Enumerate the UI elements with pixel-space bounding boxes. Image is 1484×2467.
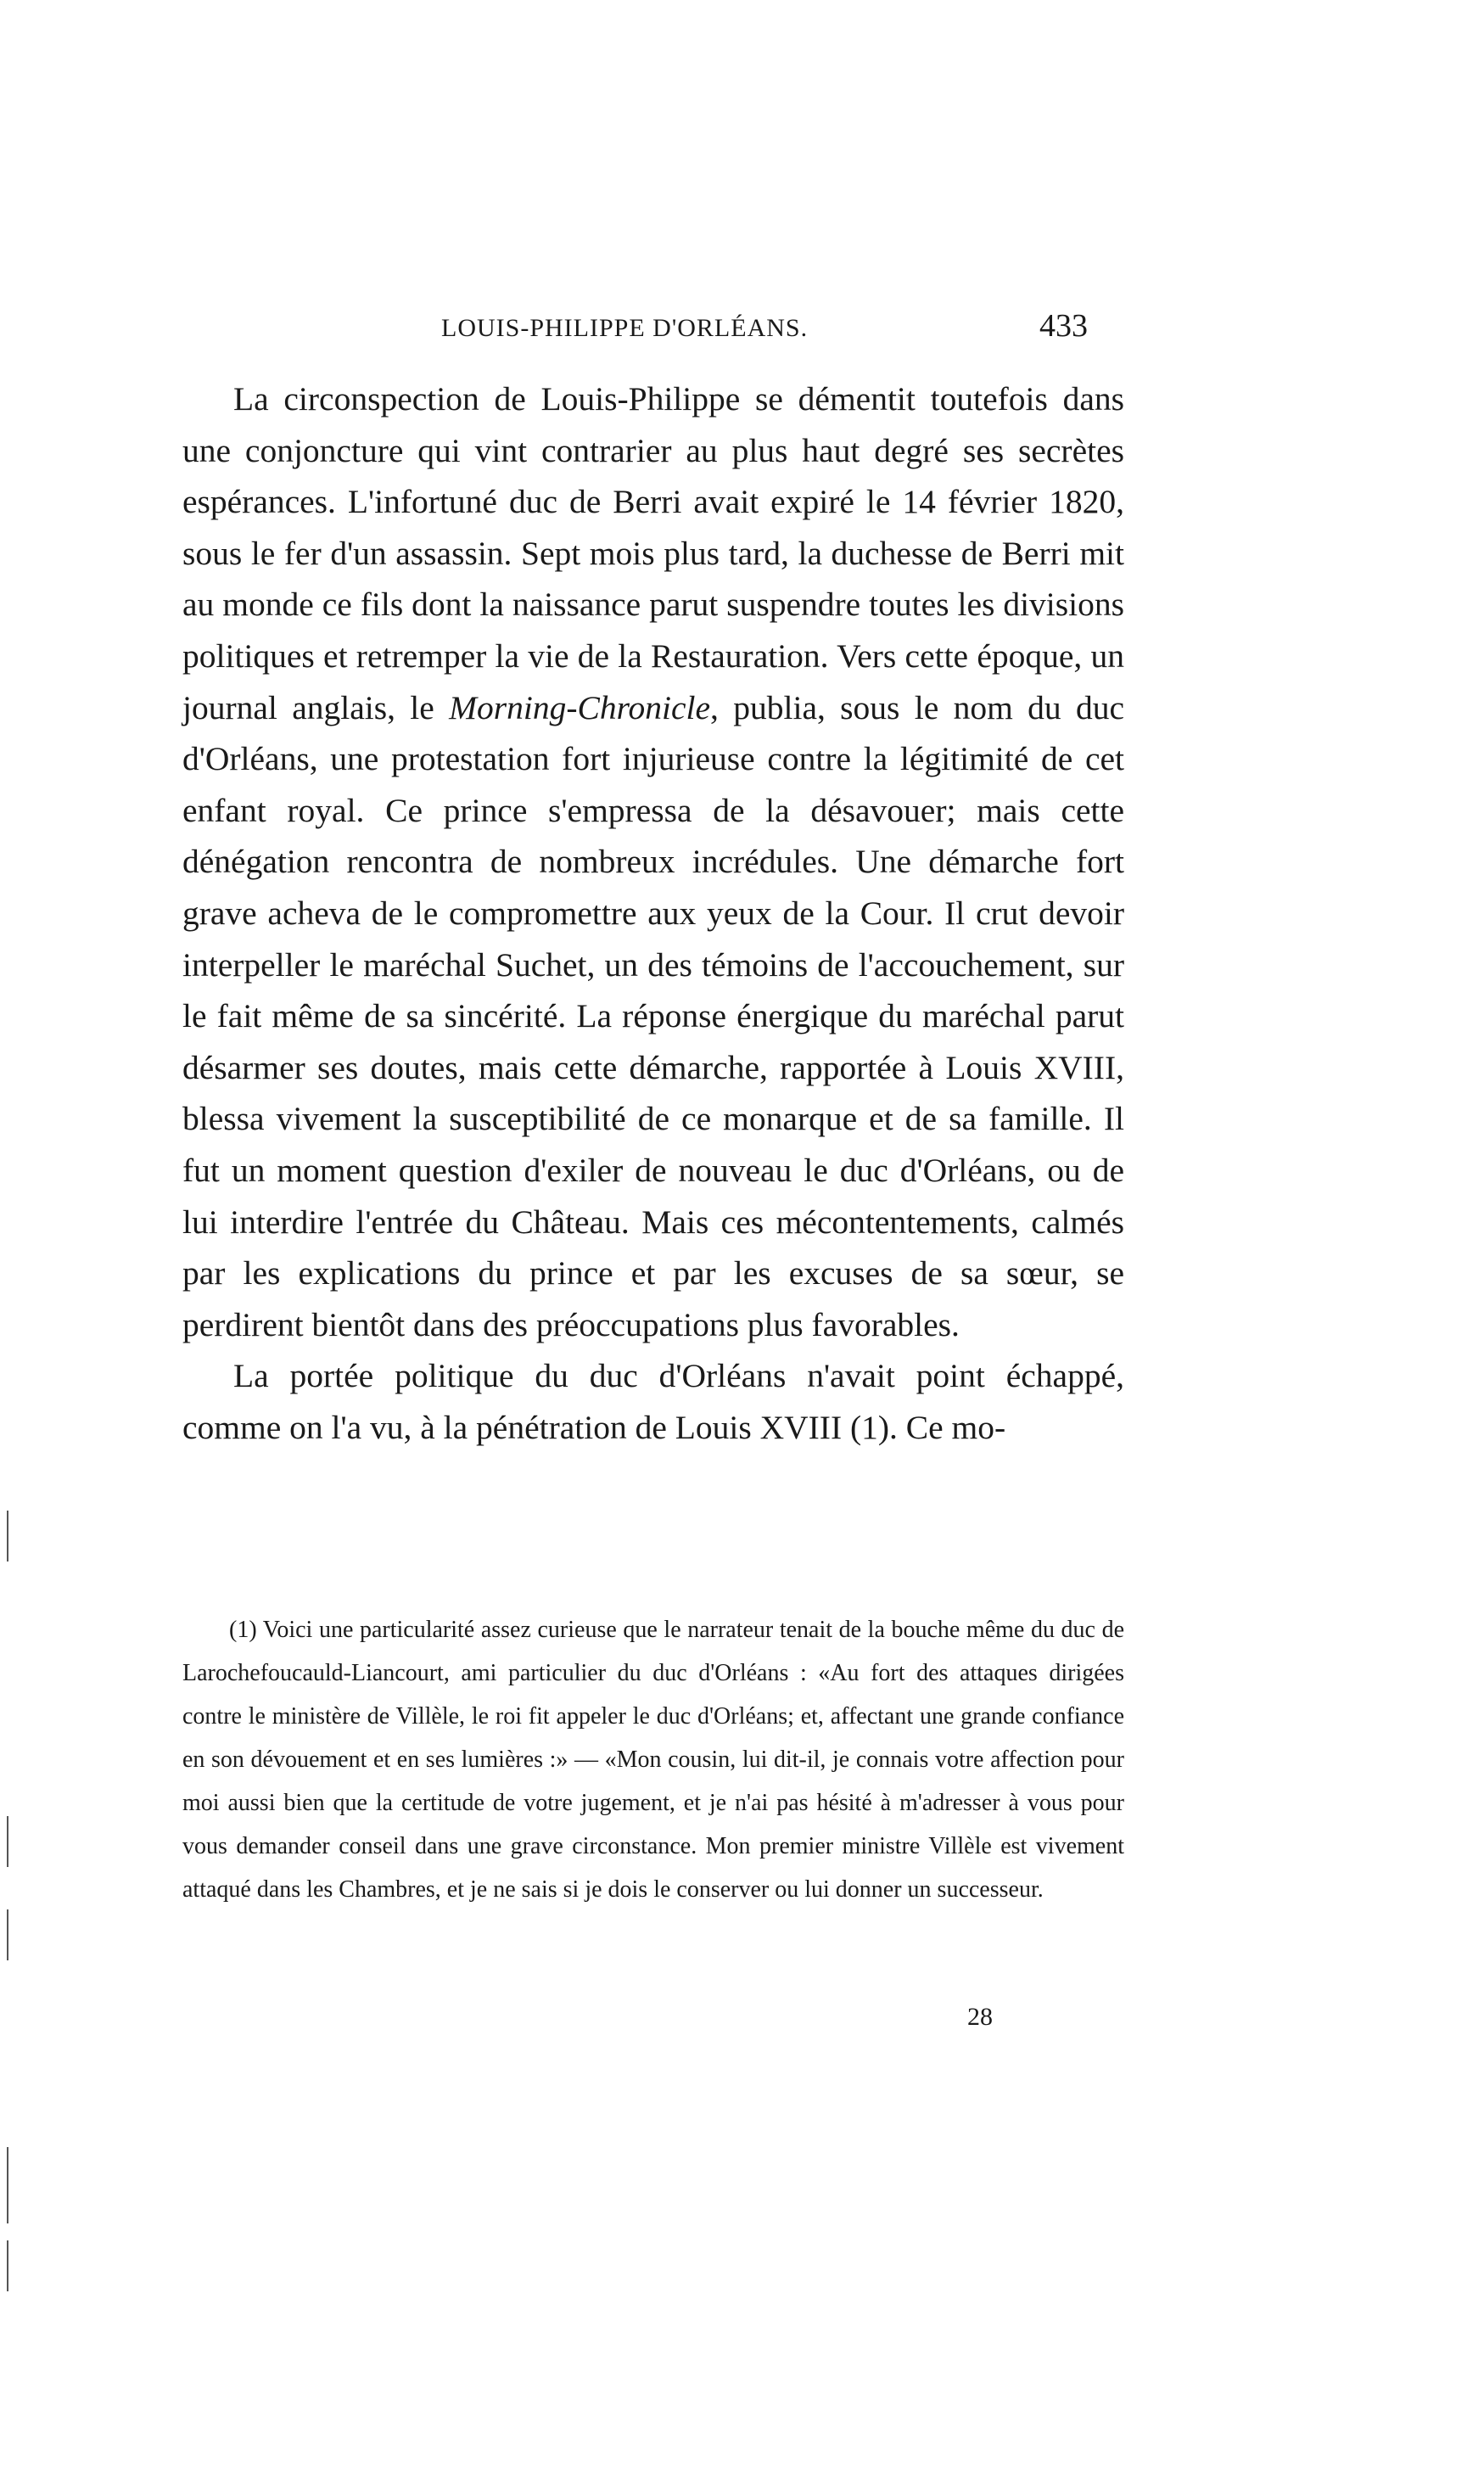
page-number: 433: [1039, 308, 1088, 344]
margin-scan-mark: [7, 1816, 8, 1867]
paragraph-1-start: La circonspection de Louis-Philippe se démentit toutefois dans une conjoncture qui vint contrarier au plus haut degré ses secrètes espérances. L'infortuné duc de Berri avait expiré le 14 février 1820, sous le fer d'un assassin. Sept mois plus tard, la duchesse de Berri mit au monde ce fils dont la naissance parut suspendre toutes les divisions politiques et retremper la vie de la Restauration. Vers cette époque, un journal anglais, le: [182, 380, 1124, 726]
signature-mark: 28: [967, 2003, 993, 2031]
paragraph-1: [182, 373, 1124, 1350]
margin-scan-mark: [7, 2240, 8, 2291]
paragraph-2: La portée politique du duc d'Orléans n'avait point échappé, comme on l'a vu, à la pénétration de Louis XVIII (1). Ce mo-: [182, 1357, 1124, 1446]
margin-scan-mark: [7, 2147, 8, 2223]
paragraph-1-end: , publia, sous le nom du duc d'Orléans, une protestation fort injurieuse contre la légitimité de cet enfant royal. Ce prince s'empressa de la désavouer; mais cette dénégation rencontra de nombreux incrédules. Une démarche fort grave acheva de le compromettre aux yeux de la Cour. Il crut devoir interpeller le maréchal Suchet, un des témoins de l'accouchement, sur le fait même de sa sincérité. La réponse énergique du maréchal parut désarmer ses doutes, mais cette démarche, rapportée à Louis XVIII, blessa vivement la susceptibilité de ce monarque et de sa famille. Il fut un moment question d'exiler de nouveau le duc d'Orléans, ou de lui interdire l'entrée du Château. Mais ces mécontentements, calmés par les explications du prince et par les excuses de sa sœur, se perdirent bientôt dans des préoccupations plus favorables.: [182, 688, 1124, 1343]
margin-scan-mark: [7, 1909, 8, 1960]
newspaper-title: Morning-Chronicle: [449, 688, 711, 726]
main-text: [182, 373, 1124, 1453]
margin-scan-mark: [7, 1511, 8, 1561]
running-title: LOUIS-PHILIPPE D'ORLÉANS.: [441, 314, 809, 342]
footnote: (1) Voici une particularité assez curieuse que le narrateur tenait de la bouche même du duc de Larochefoucauld-Liancourt, ami particulier du duc d'Orléans : «Au fort des attaques dirigées contre le ministère de Villèle, le roi fit appeler le duc d'Orléans; et, affectant une grande confiance en son dévouement et en ses lumières :» — «Mon cousin, lui dit-il, je connais votre affection pour moi aussi bien que la certitude de votre jugement, et je n'ai pas hésité à m'adresser à vous pour vous demander conseil dans une grave circonstance. Mon premier ministre Villèle est vivement attaqué dans les Chambres, et je ne sais si je dois le conserver ou lui donner un successeur.: [182, 1617, 1124, 1903]
